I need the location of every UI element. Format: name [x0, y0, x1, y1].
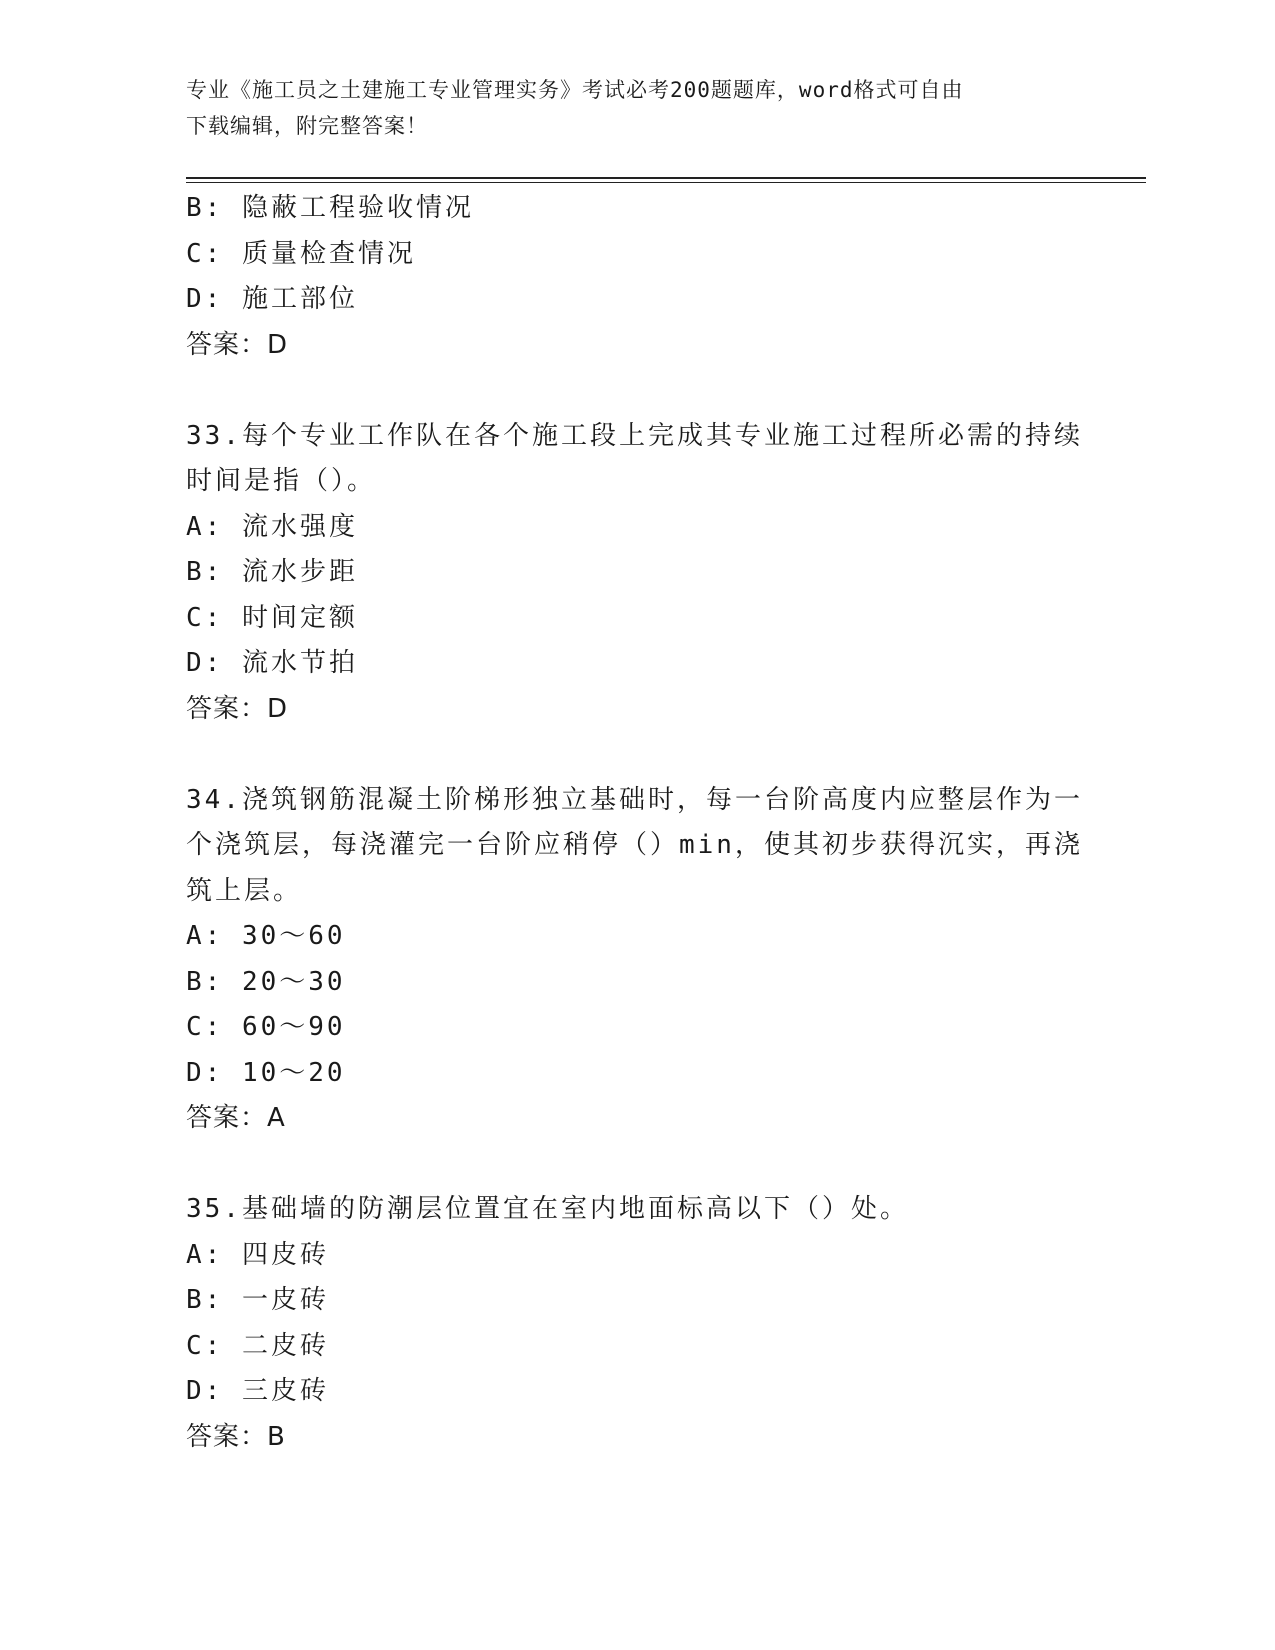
question-content [186, 186, 1086, 1460]
option-c: C: 质量检查情况 [186, 238, 416, 269]
question-text: 筑上层。 [186, 875, 303, 906]
question-35 [186, 1187, 1086, 1460]
option-a: A: 流水强度 [186, 511, 358, 542]
spacer [186, 732, 1086, 778]
option-b: B: 隐蔽工程验收情况 [186, 193, 474, 223]
page-header [186, 72, 1066, 144]
option-d: D: 流水节拍 [186, 648, 358, 678]
option-c: C: 二皮砖 [186, 1330, 329, 1361]
option-b: B: 一皮砖 [186, 1285, 329, 1315]
answer: 答案：D [186, 329, 289, 360]
option-a: A: 四皮砖 [186, 1239, 329, 1270]
option-b: B: 20～30 [186, 966, 346, 997]
question-text: 34.浇筑钢筋混凝土阶梯形独立基础时，每一台阶高度内应整层作为一 [186, 784, 1083, 815]
header-line-1: 专业《施工员之土建施工专业管理实务》考试必考200题题库，word格式可自由 [186, 78, 964, 102]
option-d: D: 10～20 [186, 1057, 346, 1088]
header-rule-thin [186, 182, 1146, 183]
option-c: C: 时间定额 [186, 602, 358, 633]
answer: 答案：D [186, 693, 289, 724]
header-rule-thick [186, 177, 1146, 179]
question-text: 35.基础墙的防潮层位置宜在室内地面标高以下（）处。 [186, 1194, 909, 1224]
option-a: A: 30～60 [186, 921, 346, 951]
question-33 [186, 414, 1086, 733]
answer: 答案：A [186, 1103, 286, 1133]
option-b: B: 流水步距 [186, 557, 358, 587]
spacer [186, 368, 1086, 414]
option-c: C: 60～90 [186, 1012, 346, 1042]
question-text: 时间是指（）。 [186, 466, 377, 496]
question-text: 个浇筑层，每浇灌完一台阶应稍停（）min，使其初步获得沉实，再浇 [186, 830, 1083, 860]
option-d: D: 施工部位 [186, 284, 358, 314]
question-text: 33.每个专业工作队在各个施工段上完成其专业施工过程所必需的持续 [186, 420, 1083, 451]
header-line-2: 下载编辑，附完整答案！ [186, 114, 428, 138]
question-32 [186, 186, 1086, 368]
answer: 答案：B [186, 1421, 286, 1452]
spacer [186, 1142, 1086, 1188]
question-34 [186, 778, 1086, 1142]
option-d: D: 三皮砖 [186, 1376, 329, 1406]
